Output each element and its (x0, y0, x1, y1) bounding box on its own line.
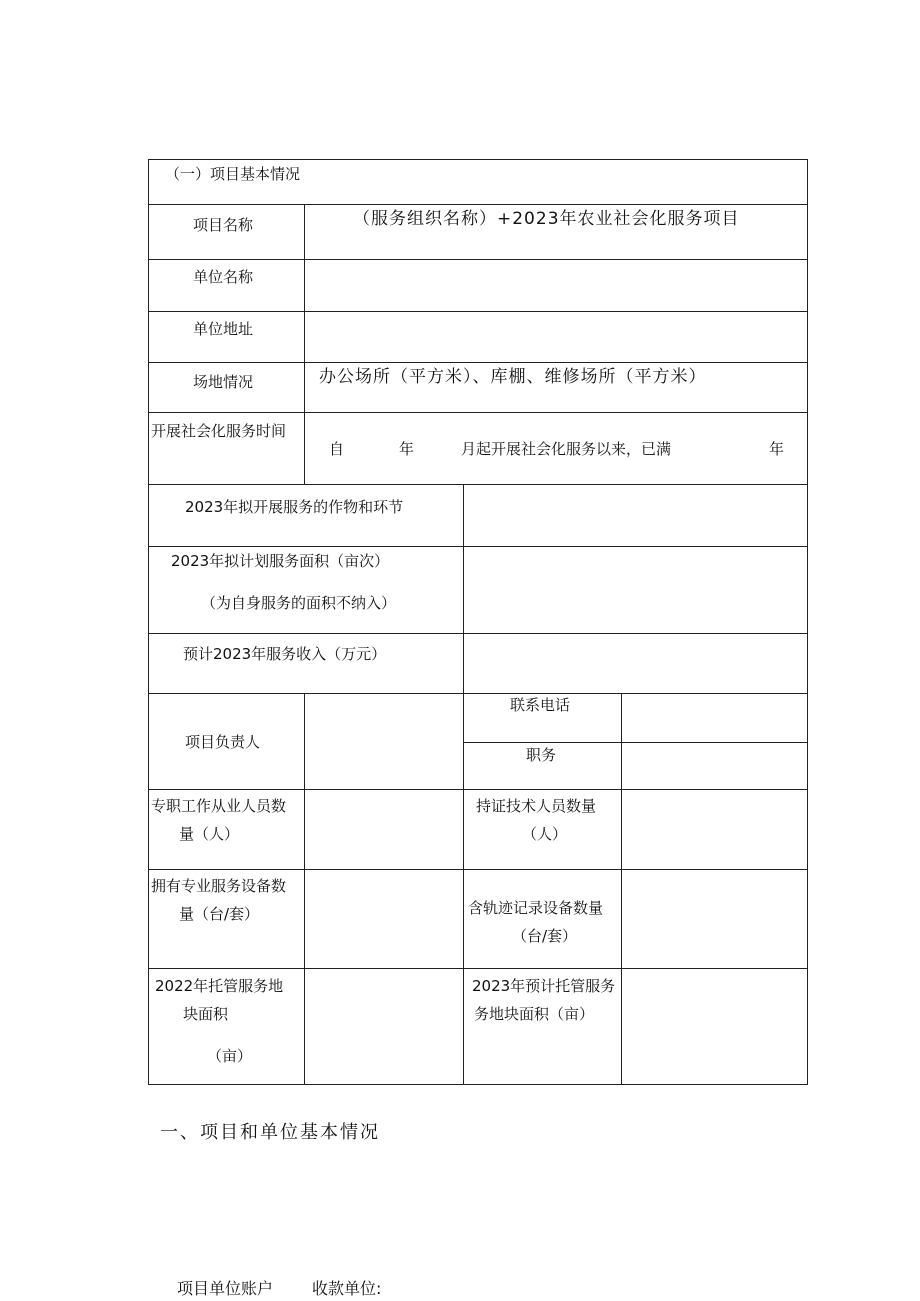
track-label-line2: （台/套） (512, 927, 578, 945)
cert-label-line2: （人） (522, 825, 568, 843)
staff-value-cell (304, 789, 464, 870)
equipment-value-cell (304, 869, 464, 969)
post-label-cell (463, 742, 622, 790)
service-time-year: 年 (399, 440, 415, 458)
site-value-cell (304, 362, 808, 413)
service-time-label: 开展社会化服务时间 (151, 422, 287, 440)
equipment-label-cell (148, 869, 305, 969)
phone-value-cell (621, 693, 808, 743)
unit-name-value-cell (304, 259, 808, 312)
unit-name-label: 单位名称 (193, 268, 254, 286)
track-label-cell (463, 869, 622, 969)
custody-label-cell (148, 968, 305, 1085)
account-label: 项目单位账户 (177, 1279, 274, 1298)
cert-value-cell (621, 789, 808, 870)
section-heading: 一、项目和单位基本情况 (160, 1122, 380, 1143)
project-name-label-cell (148, 204, 305, 260)
income-label-cell (148, 633, 464, 694)
crops-value-cell (463, 484, 808, 547)
custody-value-cell (304, 968, 464, 1085)
phone-label-cell (463, 693, 622, 743)
custody-plan-value-cell (621, 968, 808, 1085)
service-time-value-cell (304, 412, 808, 485)
phone-label: 联系电话 (510, 696, 571, 714)
staff-label-cell (148, 789, 305, 870)
custody-plan-label-cell (463, 968, 622, 1085)
custody-label-line1: 2022年托管服务地 (155, 977, 284, 995)
payee-label: 收款单位: (312, 1279, 382, 1298)
site-label: 场地情况 (193, 373, 254, 391)
unit-name-label-cell (148, 259, 305, 312)
project-name-label: 项目名称 (193, 216, 254, 234)
custody-plan-label-line2: 务地块面积（亩） (474, 1005, 595, 1023)
area-label-line2: （为自身服务的面积不纳入） (201, 594, 397, 612)
unit-address-label: 单位地址 (193, 320, 254, 338)
income-value-cell (463, 633, 808, 694)
custody-plan-label-line1: 2023年预计托管服务 (472, 977, 616, 995)
leader-label: 项目负责人 (185, 733, 261, 751)
track-value-cell (621, 869, 808, 969)
custody-label-line2: 块面积 (183, 1005, 229, 1023)
equipment-label-line2: 量（台/套） (179, 905, 260, 923)
service-time-from: 自 (329, 440, 345, 458)
area-label-line1: 2023年拟计划服务面积（亩次） (171, 552, 390, 570)
service-time-month-text: 月起开展社会化服务以来，已满 (461, 440, 672, 458)
section-header: （一）项目基本情况 (165, 165, 301, 183)
equipment-label-line1: 拥有专业服务设备数 (151, 877, 287, 895)
project-name-value-cell (304, 204, 808, 260)
crops-label-cell (148, 484, 464, 547)
project-name-value: （服务组织名称）+2023年农业社会化服务项目 (353, 209, 740, 229)
post-value-cell (621, 742, 808, 790)
leader-value-cell (304, 693, 464, 790)
staff-label-line1: 专职工作从业人员数 (151, 797, 287, 815)
staff-label-line2: 量（人） (179, 825, 240, 843)
unit-address-value-cell (304, 311, 808, 363)
site-value: 办公场所（平方米）、库棚、维修场所（平方米） (319, 367, 707, 387)
cert-label-line1: 持证技术人员数量 (476, 797, 597, 815)
post-label: 职务 (526, 746, 557, 764)
area-label-cell (148, 546, 464, 634)
area-value-cell (463, 546, 808, 634)
leader-label-cell (148, 693, 305, 790)
unit-address-label-cell (148, 311, 305, 363)
cert-label-cell (463, 789, 622, 870)
service-time-years: 年 (769, 440, 785, 458)
custody-label-line3: （亩） (207, 1047, 253, 1065)
site-label-cell (148, 362, 305, 413)
section-header-cell (148, 159, 808, 205)
track-label-line1: 含轨迹记录设备数量 (468, 899, 604, 917)
crops-label: 2023年拟开展服务的作物和环节 (185, 498, 404, 516)
service-time-label-cell (148, 412, 305, 485)
income-label: 预计2023年服务收入（万元） (183, 645, 387, 663)
